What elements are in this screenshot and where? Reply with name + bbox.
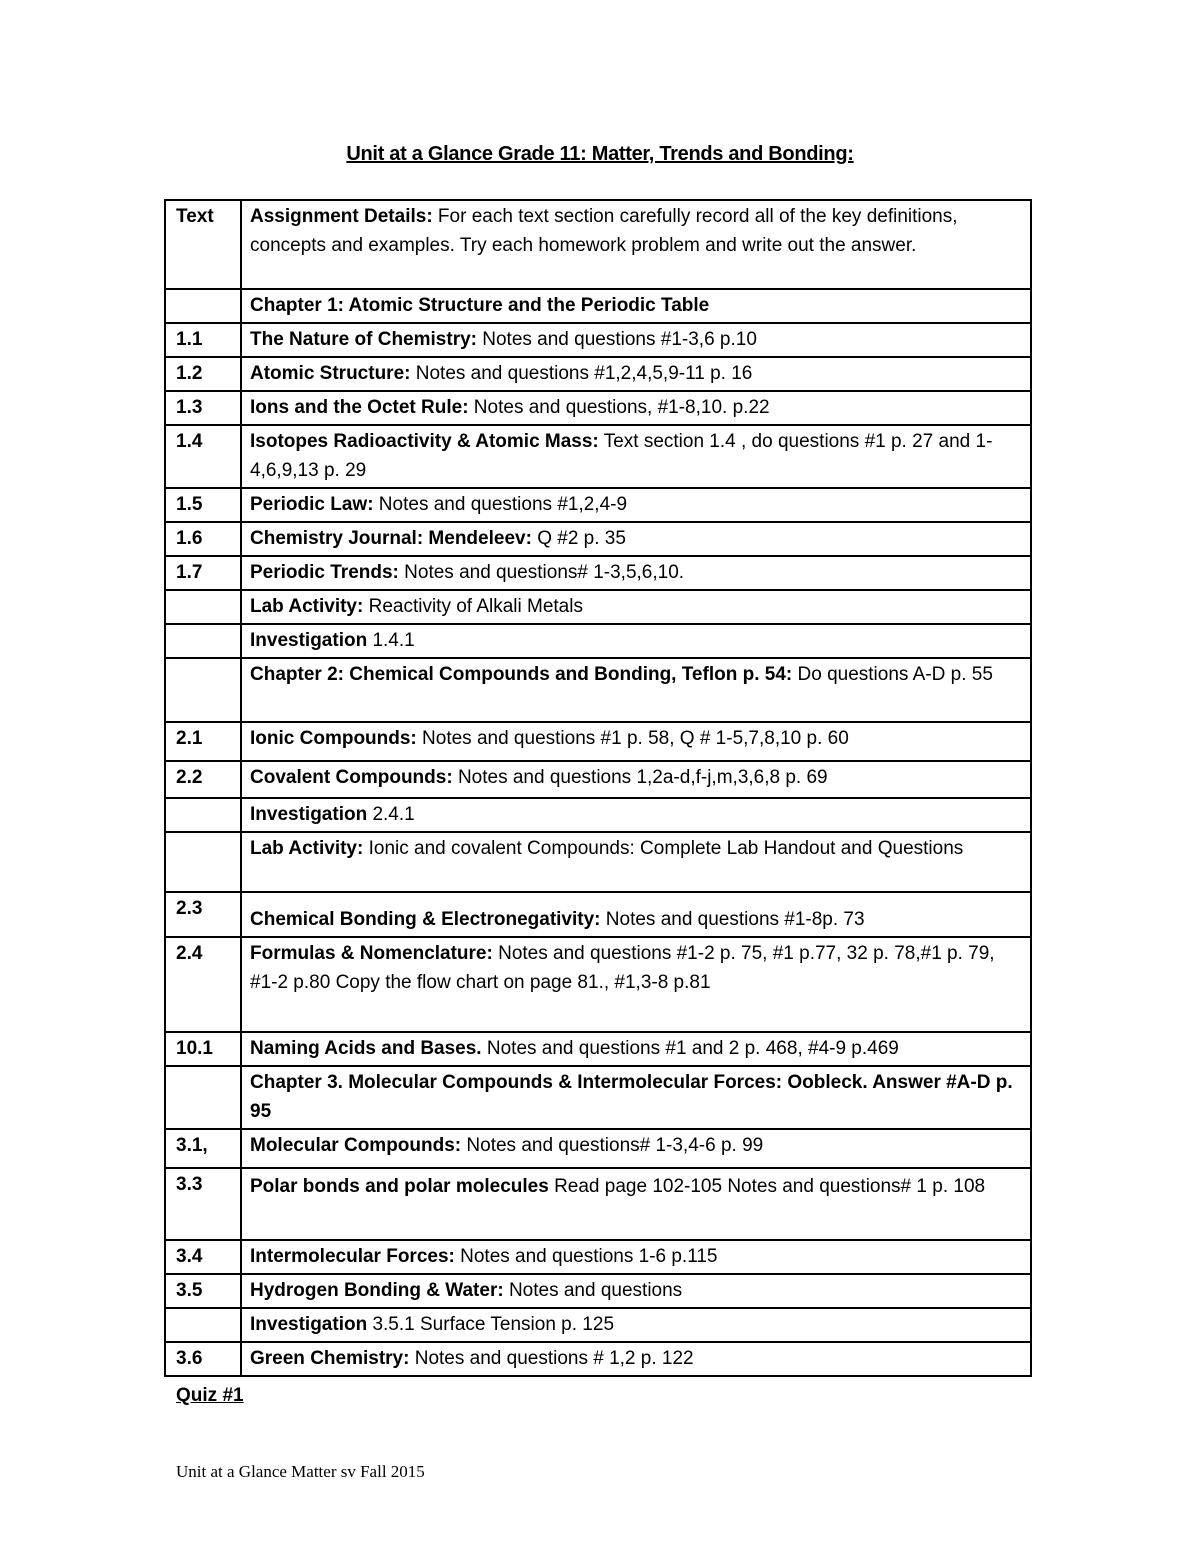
row-label: Naming Acids and Bases. (250, 1038, 482, 1059)
row-code (165, 624, 241, 658)
row-code (165, 590, 241, 624)
page-footer: Unit at a Glance Matter sv Fall 2015 (176, 1462, 425, 1481)
row-code (165, 832, 241, 892)
row-details (241, 488, 1031, 522)
row-label: Investigation (250, 1314, 368, 1335)
row-code: 3.1, (165, 1129, 241, 1168)
row-label: Investigation (250, 630, 368, 651)
row-text: Ionic and covalent Compounds: Complete Lab Handout and Questions (363, 838, 964, 859)
row-label: Chemistry Journal: Mendeleev: (250, 528, 532, 549)
table-row (165, 1129, 1031, 1168)
table-row (165, 425, 1031, 488)
row-details (241, 798, 1031, 832)
row-label: Formulas & Nomenclature: (250, 943, 493, 964)
row-details (241, 323, 1031, 357)
row-text: Notes and questions #1-3,6 p.10 (476, 329, 757, 350)
row-text: Notes and questions # 1,2 p. 122 (409, 1348, 694, 1369)
row-label: Isotopes Radioactivity & Atomic Mass: (250, 431, 599, 452)
row-details (241, 590, 1031, 624)
row-details (241, 1308, 1031, 1342)
row-details (241, 937, 1031, 1032)
row-text: Read page 102-105 Notes and questions# 1 p. 108 (548, 1176, 986, 1197)
row-code (165, 289, 241, 323)
row-text: 2.4.1 (367, 804, 415, 825)
table-row (165, 1342, 1031, 1376)
row-details (241, 761, 1031, 798)
table-row (165, 798, 1031, 832)
header-text-cell: Text (165, 200, 241, 289)
row-label: Chapter 1: Atomic Structure and the Periodic Table (250, 295, 710, 316)
row-text: Notes and questions# 1-3,4-6 p. 99 (461, 1135, 764, 1156)
page-title: Unit at a Glance Grade 11: Matter, Trends and Bonding: (346, 143, 854, 165)
row-text: Notes and questions #1 and 2 p. 468, #4-9 p.469 (481, 1038, 899, 1059)
row-details (241, 722, 1031, 761)
row-details (241, 391, 1031, 425)
row-code: 10.1 (165, 1032, 241, 1066)
row-details (241, 658, 1031, 722)
quiz-heading: Quiz #1 (176, 1385, 244, 1406)
row-code: 2.2 (165, 761, 241, 798)
table-row (165, 761, 1031, 798)
row-code: 2.1 (165, 722, 241, 761)
row-details (241, 1066, 1031, 1129)
row-label: Ions and the Octet Rule: (250, 397, 469, 418)
row-label: Ionic Compounds: (250, 728, 417, 749)
row-code: 1.3 (165, 391, 241, 425)
table-row (165, 590, 1031, 624)
header-text: For each text section carefully record all of the key definitions, concepts and examples. Try each homework problem and write out the answer. (250, 206, 958, 256)
row-label: Periodic Law: (250, 494, 374, 515)
table-row (165, 1274, 1031, 1308)
row-label: Hydrogen Bonding & Water: (250, 1280, 504, 1301)
row-text: Notes and questions 1-6 p.115 (454, 1246, 718, 1267)
table-row (165, 556, 1031, 590)
assignment-table (164, 199, 1032, 1377)
row-text: Do questions A-D p. 55 (792, 664, 993, 685)
table-row (165, 357, 1031, 391)
row-code: 2.4 (165, 937, 241, 1032)
table-row (165, 289, 1031, 323)
row-text: 3.5.1 Surface Tension p. 125 (367, 1314, 615, 1335)
row-code: 3.4 (165, 1240, 241, 1274)
row-details (241, 357, 1031, 391)
row-label: Covalent Compounds: (250, 767, 453, 788)
row-label: Periodic Trends: (250, 562, 399, 583)
row-label: Polar bonds and polar molecules (250, 1176, 549, 1197)
row-text: Notes and questions (503, 1280, 683, 1301)
row-label: Green Chemistry: (250, 1348, 410, 1369)
row-code: 1.6 (165, 522, 241, 556)
table-row (165, 1032, 1031, 1066)
row-label: The Nature of Chemistry: (250, 329, 477, 350)
row-details (241, 425, 1031, 488)
row-text: Notes and questions #1 p. 58, Q # 1-5,7,8,10 p. 60 (416, 728, 849, 749)
row-code (165, 658, 241, 722)
row-text: Notes and questions #1,2,4,5,9-11 p. 16 (410, 363, 753, 384)
table-row (165, 323, 1031, 357)
row-details (241, 892, 1031, 937)
row-code: 3.6 (165, 1342, 241, 1376)
row-details (241, 522, 1031, 556)
row-code: 1.2 (165, 357, 241, 391)
row-label: Atomic Structure: (250, 363, 411, 384)
row-text: Notes and questions #1-2 p. 75, #1 p.77, 32 p. 78,#1 p. 79, #1-2 p.80 Copy the flow chart on page 81., #1,3-8 p.81 (250, 943, 995, 993)
table-row (165, 892, 1031, 937)
row-text: Text section 1.4 , do questions #1 p. 27 and 1-4,6,9,13 p. 29 (250, 431, 993, 481)
row-details (241, 1168, 1031, 1240)
row-label: Lab Activity: (250, 838, 364, 859)
row-code: 2.3 (165, 892, 241, 937)
table-row (165, 522, 1031, 556)
row-text: Notes and questions #1-8p. 73 (600, 909, 865, 930)
table-row (165, 832, 1031, 892)
row-code: 1.7 (165, 556, 241, 590)
row-code: 1.4 (165, 425, 241, 488)
row-details (241, 1129, 1031, 1168)
row-text: Q #2 p. 35 (531, 528, 626, 549)
table-row (165, 1168, 1031, 1240)
table-row (165, 937, 1031, 1032)
row-label: Molecular Compounds: (250, 1135, 462, 1156)
row-label: Lab Activity: (250, 596, 364, 617)
table-header-row (165, 200, 1031, 289)
table-row (165, 722, 1031, 761)
row-label: Intermolecular Forces: (250, 1246, 455, 1267)
row-details (241, 289, 1031, 323)
table-row (165, 658, 1031, 722)
row-code: 1.5 (165, 488, 241, 522)
header-details-cell (241, 200, 1031, 289)
row-code: 3.3 (165, 1168, 241, 1240)
row-label: Chemical Bonding & Electronegativity: (250, 909, 601, 930)
row-text: Notes and questions# 1-3,5,6,10. (398, 562, 685, 583)
row-details (241, 624, 1031, 658)
row-label: Investigation (250, 804, 368, 825)
table-row (165, 624, 1031, 658)
row-details (241, 1342, 1031, 1376)
row-code: 1.1 (165, 323, 241, 357)
row-code: 3.5 (165, 1274, 241, 1308)
row-code (165, 1308, 241, 1342)
row-text: Reactivity of Alkali Metals (363, 596, 583, 617)
row-label: Chapter 2: Chemical Compounds and Bonding, Teflon p. 54: (250, 664, 793, 685)
row-label: Chapter 3. Molecular Compounds & Intermolecular Forces: Oobleck. Answer #A-D p. 95 (250, 1072, 1013, 1122)
table-row (165, 1066, 1031, 1129)
row-code (165, 1066, 241, 1129)
row-details (241, 556, 1031, 590)
row-details (241, 1274, 1031, 1308)
table-row (165, 488, 1031, 522)
table-row (165, 1240, 1031, 1274)
row-details (241, 832, 1031, 892)
row-text: Notes and questions, #1-8,10. p.22 (468, 397, 770, 418)
table-row (165, 1308, 1031, 1342)
row-text: Notes and questions 1,2a-d,f-j,m,3,6,8 p. 69 (452, 767, 828, 788)
row-text: Notes and questions #1,2,4-9 (373, 494, 628, 515)
row-details (241, 1240, 1031, 1274)
row-code (165, 798, 241, 832)
row-text: 1.4.1 (367, 630, 415, 651)
table-row (165, 391, 1031, 425)
row-details (241, 1032, 1031, 1066)
header-label: Assignment Details: (250, 206, 433, 227)
